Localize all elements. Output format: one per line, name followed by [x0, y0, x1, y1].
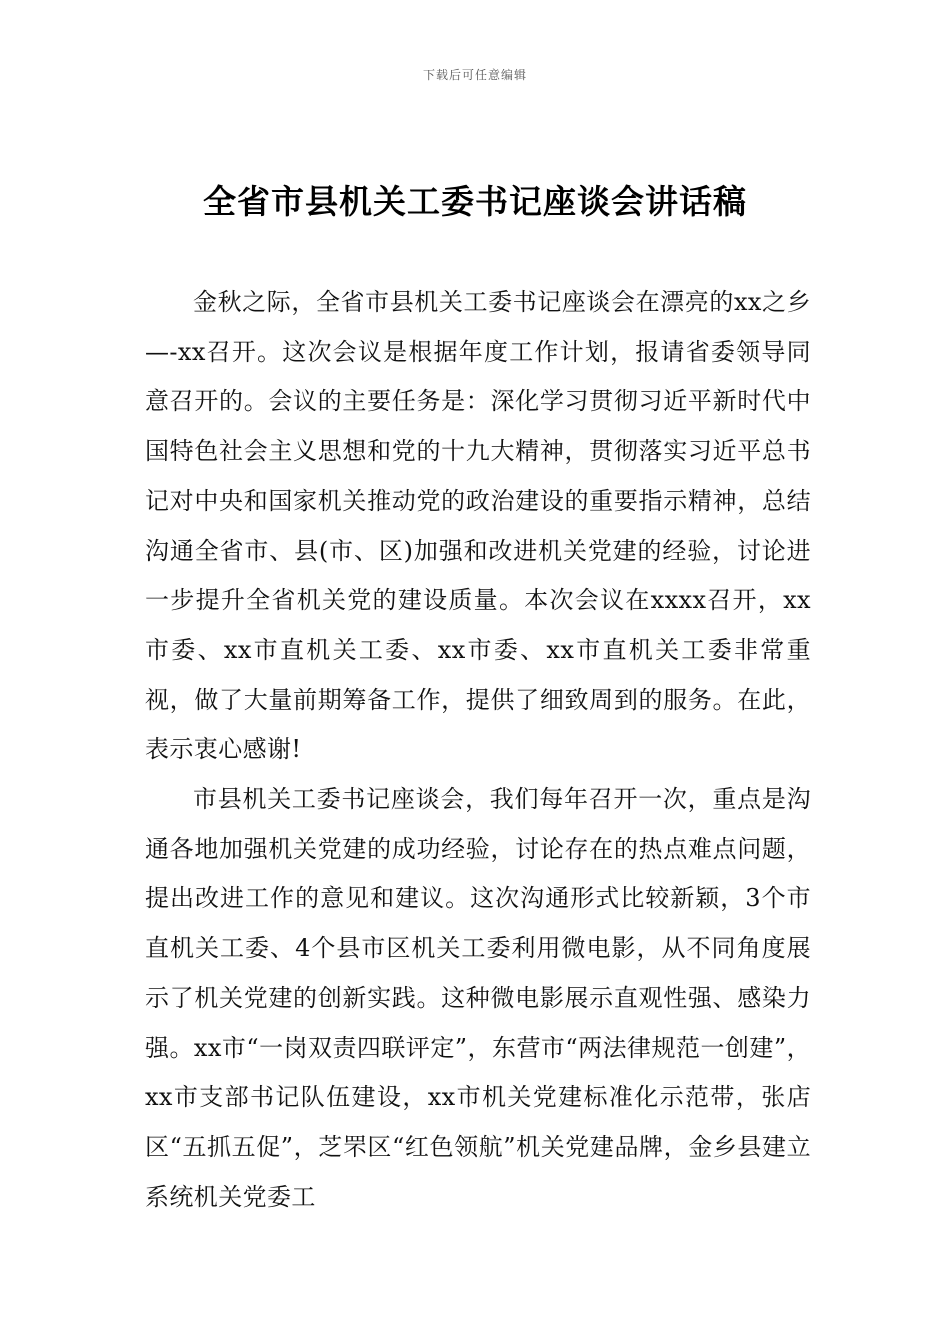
document-title: 全省市县机关工委书记座谈会讲话稿 [203, 182, 747, 221]
header-note: 下载后可任意编辑 [422, 68, 527, 82]
document-body [145, 278, 811, 1222]
paragraph-1: 金秋之际，全省市县机关工委书记座谈会在漂亮的xx之乡—-xx召开。这次会议是根据年度工作计划，报请省委领导同意召开的。会议的主要任务是：深化学习贯彻习近平新时代中国特色社会主义思想和党的十九大精神，贯彻落实习近平总书记对中央和国家机关推动党的政治建设的重要指示精神，总结沟通全省市、县(市、区)加强和改进机关党建的经验，讨论进一步提升全省机关党的建设质量。本次会议在xxxx召开，xx市委、xx市直机关工委、xx市委、xx市直机关工委非常重视，做了大量前期筹备工作，提供了细致周到的服务。在此，表示衷心感谢! [145, 288, 811, 764]
paragraph-2: 市县机关工委书记座谈会，我们每年召开一次，重点是沟通各地加强机关党建的成功经验，讨论存在的热点难点问题，提出改进工作的意见和建议。这次沟通形式比较新颖，3个市直机关工委、4个县市区机关工委利用微电影，从不同角度展示了机关党建的创新实践。这种微电影展示直观性强、感染力强。xx市“一岗双责四联评定”，东营市“两法律规范一创建”，xx市支部书记队伍建设，xx市机关党建标准化示范带，张店区“五抓五促”，芝罘区“红色领航”机关党建品牌，金乡县建立系统机关党委工 [145, 785, 811, 1211]
